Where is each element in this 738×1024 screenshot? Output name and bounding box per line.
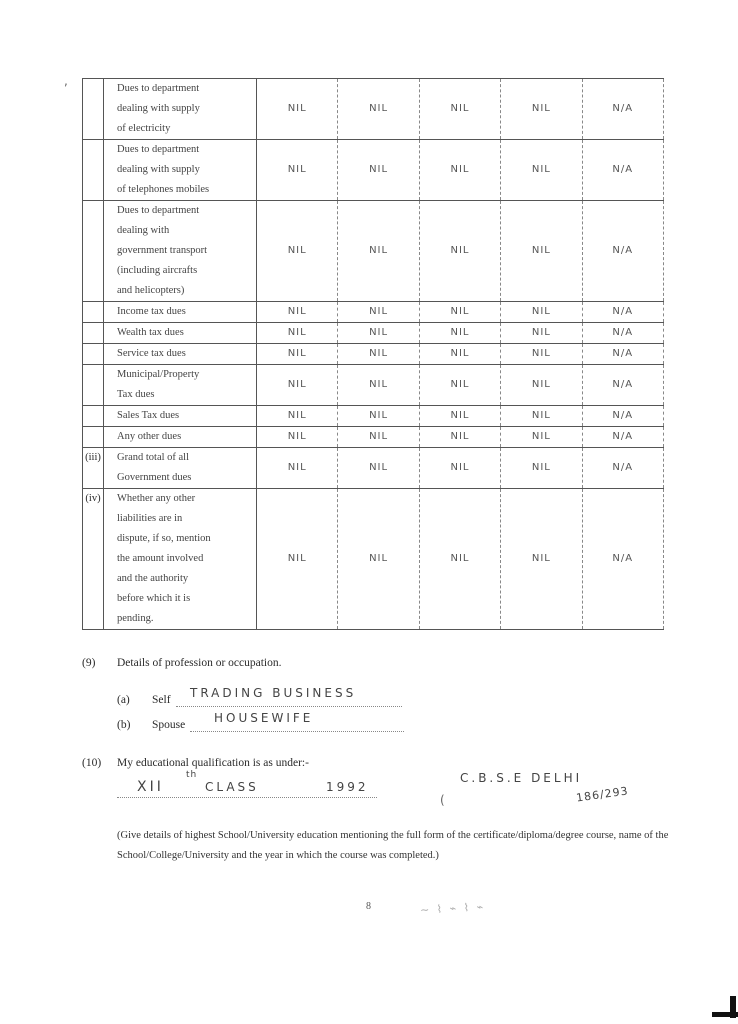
row-value: NIL: [257, 344, 338, 365]
row-label-line: and the authority: [117, 573, 189, 584]
row-label-line: before which it is: [117, 593, 191, 604]
dues-row: [83, 489, 664, 630]
row-label: [104, 406, 257, 427]
scan-edge-mark-vertical: [730, 996, 736, 1018]
dues-table-body: [83, 79, 664, 630]
row-label: [104, 140, 257, 201]
row-label-line: Grand total of all: [117, 452, 190, 463]
row-label: [104, 201, 257, 302]
row-label-line: of electricity: [117, 123, 171, 134]
row-label: [104, 344, 257, 365]
row-value: NIL: [257, 365, 338, 406]
row-value: NIL: [501, 448, 582, 489]
row-value: NIL: [419, 489, 500, 630]
spouse-value: HOUSEWIFE: [214, 711, 314, 725]
row-label-line: Income tax dues: [117, 306, 186, 317]
row-label: [104, 427, 257, 448]
row-value: N/A: [582, 365, 663, 406]
class-superscript: th: [186, 770, 198, 780]
row-index: (iii): [83, 448, 104, 489]
row-label: [104, 365, 257, 406]
row-value: NIL: [338, 201, 419, 302]
section-10-heading: My educational qualification is as under:-: [117, 757, 309, 769]
stray-mark: (: [440, 793, 445, 807]
row-value: NIL: [338, 344, 419, 365]
row-label-line: dealing with supply: [117, 103, 200, 114]
row-value: N/A: [582, 79, 663, 140]
row-value: NIL: [419, 427, 500, 448]
dues-row: [83, 427, 664, 448]
self-value: TRADING BUSINESS: [190, 686, 357, 700]
row-value: N/A: [582, 406, 663, 427]
row-value: NIL: [338, 448, 419, 489]
row-label-line: liabilities are in: [117, 513, 183, 524]
row-label-line: Government dues: [117, 472, 192, 483]
row-value: N/A: [582, 427, 663, 448]
row-index: [83, 79, 104, 140]
signature-image: ~ ⌇ ⌁ ⌇ ⌁: [419, 900, 486, 917]
row-label-line: Dues to department: [117, 83, 200, 94]
row-value: NIL: [257, 448, 338, 489]
row-value: NIL: [501, 344, 582, 365]
row-label: [104, 79, 257, 140]
row-label-line: Wealth tax dues: [117, 327, 184, 338]
row-label: [104, 448, 257, 489]
board-extra: 186/293: [575, 784, 630, 805]
self-label: Self: [152, 694, 171, 706]
row-label-line: of telephones mobiles: [117, 184, 210, 195]
row-value: NIL: [338, 489, 419, 630]
spouse-label: Spouse: [152, 719, 186, 731]
row-value: NIL: [501, 323, 582, 344]
row-index: [83, 344, 104, 365]
row-value: NIL: [419, 79, 500, 140]
section-9-heading: Details of profession or occupation.: [117, 657, 282, 669]
row-value: NIL: [338, 302, 419, 323]
row-value: NIL: [501, 365, 582, 406]
row-value: NIL: [257, 79, 338, 140]
row-label-line: the amount involved: [117, 553, 204, 564]
row-label-line: pending.: [117, 613, 154, 624]
row-index: [83, 302, 104, 323]
dues-row: [83, 201, 664, 302]
row-value: NIL: [419, 201, 500, 302]
page-number: 8: [366, 901, 371, 912]
row-value: NIL: [257, 140, 338, 201]
row-label-line: and helicopters): [117, 285, 185, 296]
row-value: NIL: [257, 201, 338, 302]
row-value: NIL: [257, 427, 338, 448]
row-value: N/A: [582, 201, 663, 302]
row-label-line: Tax dues: [117, 389, 155, 400]
spouse-line: [190, 731, 404, 732]
row-value: NIL: [501, 140, 582, 201]
row-label-line: dispute, if so, mention: [117, 533, 211, 544]
row-index: [83, 427, 104, 448]
row-value: N/A: [582, 489, 663, 630]
section-10-number: (10): [82, 757, 102, 769]
row-value: NIL: [257, 302, 338, 323]
row-value: NIL: [338, 427, 419, 448]
government-dues-table: [82, 78, 664, 630]
row-label-line: Municipal/Property: [117, 369, 200, 380]
row-value: NIL: [501, 302, 582, 323]
class-word: CLASS: [205, 780, 259, 794]
row-value: NIL: [419, 344, 500, 365]
row-label: [104, 323, 257, 344]
row-value: N/A: [582, 323, 663, 344]
row-value: NIL: [501, 406, 582, 427]
row-index: [83, 323, 104, 344]
row-label-line: government transport: [117, 245, 208, 256]
row-value: NIL: [338, 140, 419, 201]
row-value: NIL: [501, 489, 582, 630]
dues-row: [83, 302, 664, 323]
row-label-line: (including aircrafts: [117, 265, 198, 276]
row-value: NIL: [419, 323, 500, 344]
spouse-item-number: (b): [117, 719, 131, 731]
row-label-line: Dues to department: [117, 205, 200, 216]
board-value: C.B.S.E DELHI: [460, 771, 583, 785]
row-value: NIL: [419, 448, 500, 489]
row-label-line: Service tax dues: [117, 348, 186, 359]
self-line: [176, 706, 402, 707]
row-value: N/A: [582, 302, 663, 323]
row-value: NIL: [501, 427, 582, 448]
dues-row: [83, 323, 664, 344]
row-index: [83, 365, 104, 406]
row-value: N/A: [582, 344, 663, 365]
row-value: NIL: [338, 365, 419, 406]
dues-row: [83, 406, 664, 427]
dues-row: [83, 140, 664, 201]
self-item-number: (a): [117, 694, 130, 706]
row-value: NIL: [338, 79, 419, 140]
row-index: [83, 406, 104, 427]
row-label-line: Whether any other: [117, 493, 196, 504]
row-value: NIL: [257, 489, 338, 630]
row-label-line: Sales Tax dues: [117, 410, 180, 421]
row-value: NIL: [419, 302, 500, 323]
row-value: NIL: [257, 406, 338, 427]
dues-row: [83, 448, 664, 489]
row-label-line: dealing with supply: [117, 164, 200, 175]
row-label-line: dealing with: [117, 225, 170, 236]
row-label: [104, 489, 257, 630]
row-index: [83, 201, 104, 302]
row-index: (iv): [83, 489, 104, 630]
qualification-note: (Give details of highest School/University education mentioning the full form of the certificate/diploma/degree course, name of the School/College/University and the year in which the course was completed.): [117, 830, 669, 861]
row-value: NIL: [338, 406, 419, 427]
dues-row: [83, 79, 664, 140]
row-value: NIL: [419, 406, 500, 427]
margin-tick: ,: [64, 74, 68, 88]
row-index: [83, 140, 104, 201]
year-value: 1992: [326, 780, 369, 794]
dues-row: [83, 344, 664, 365]
row-label: [104, 302, 257, 323]
row-value: N/A: [582, 140, 663, 201]
row-value: NIL: [501, 201, 582, 302]
row-value: NIL: [501, 79, 582, 140]
row-label-line: Dues to department: [117, 144, 200, 155]
dues-row: [83, 365, 664, 406]
row-value: NIL: [257, 323, 338, 344]
row-value: N/A: [582, 448, 663, 489]
row-value: NIL: [338, 323, 419, 344]
row-value: NIL: [419, 365, 500, 406]
section-9-number: (9): [82, 657, 96, 669]
row-value: NIL: [419, 140, 500, 201]
row-label-line: Any other dues: [117, 431, 182, 442]
qualification-line: [117, 797, 377, 798]
class-value: XII: [137, 779, 164, 795]
